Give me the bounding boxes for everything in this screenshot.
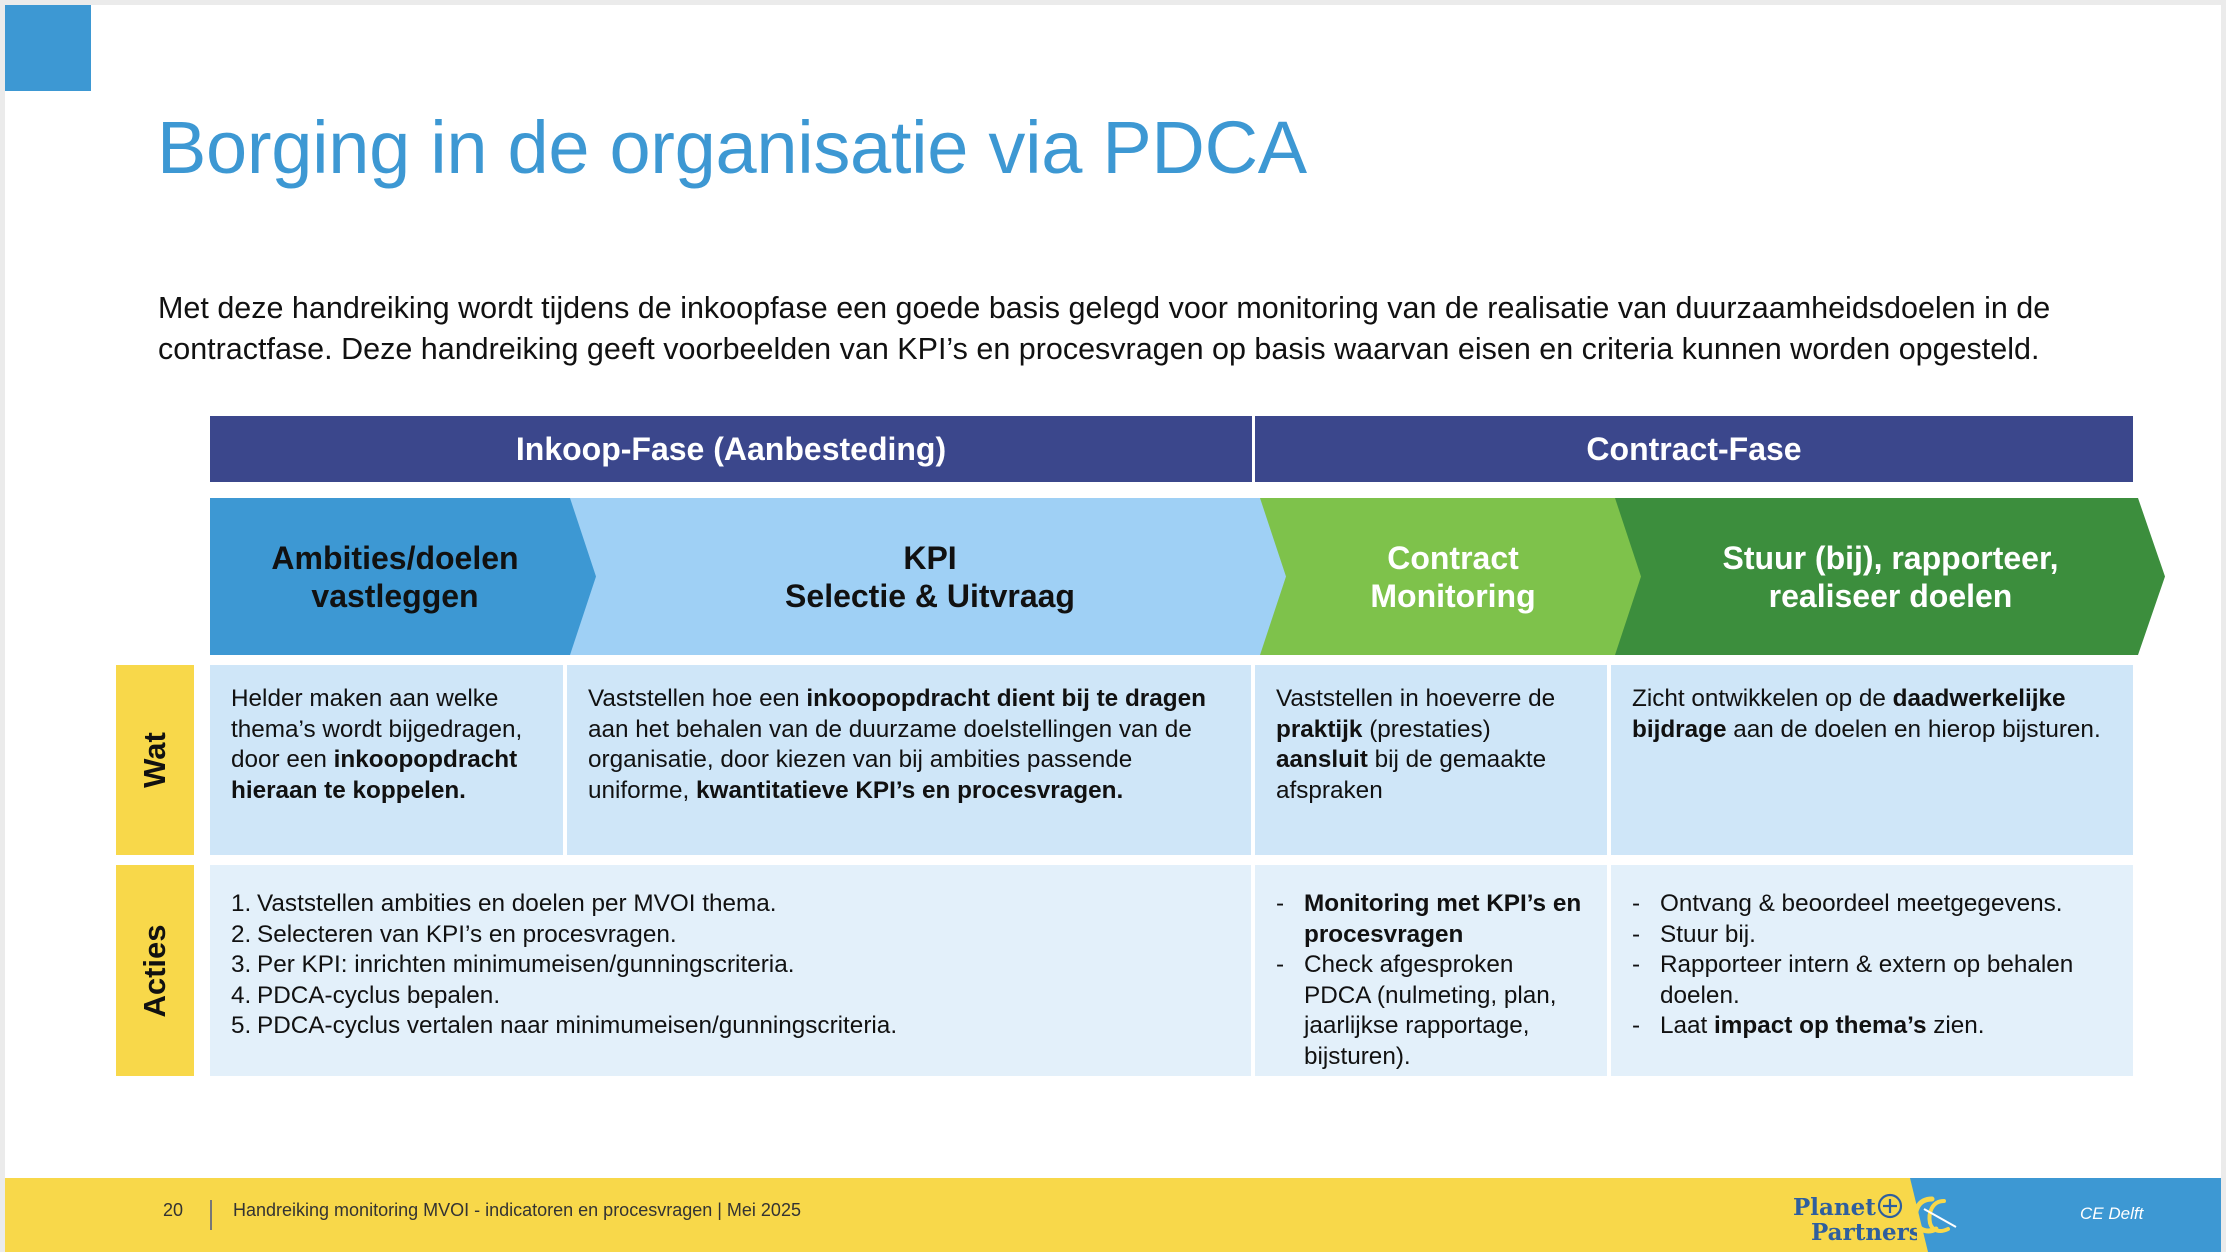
cell-text-bold: aansluit: [1276, 746, 1368, 773]
corner-accent: [5, 5, 91, 91]
list-text: Rapporteer intern & extern op behalen doelen.: [1660, 951, 2074, 1009]
list-number: 1.: [231, 890, 252, 917]
cell-text-bold: inkoopopdracht hieraan te koppelen.: [231, 746, 518, 804]
cell-text-bold: inkoopopdracht dient bij te dragen: [806, 685, 1206, 712]
footer-text: Handreiking monitoring MVOI - indicatoren en procesvragen | Mei 2025: [233, 1200, 801, 1220]
footer: [5, 1178, 2221, 1252]
list-text: PDCA-cyclus bepalen.: [257, 981, 501, 1009]
list-dash: -: [1276, 890, 1285, 917]
list-text: Check afgesproken PDCA (nulmeting, plan, jaarlijkse rapportage, bijsturen).: [1304, 951, 1557, 1070]
phase-header-contract: [1255, 416, 2133, 482]
acties-cell-contract-monitoring: [1255, 865, 1607, 1076]
acties-numbered-list: [231, 889, 1230, 1042]
phase-inkoop-label: Inkoop-Fase (Aanbesteding): [515, 430, 947, 467]
list-item: [1632, 950, 2112, 1011]
acties-monitoring-list: [1276, 889, 1586, 1072]
cell-text: Vaststellen hoe een: [588, 685, 807, 712]
list-item: [1632, 920, 2112, 951]
logo-line-2: Partners: [1811, 1219, 1917, 1246]
step-ambities: [210, 498, 600, 655]
step-ambities-label: Ambities/doelen vastleggen: [271, 539, 519, 614]
list-dash: -: [1276, 951, 1285, 978]
list-number: 5.: [231, 1012, 252, 1039]
planet-partners-logo: [1787, 1188, 1917, 1246]
step-stuur: [1615, 498, 2165, 655]
list-text: Per KPI: inrichten minimumeisen/gunningscriteria.: [257, 951, 795, 978]
list-number: 3.: [231, 951, 252, 978]
row-label-wat: [116, 665, 194, 855]
cell-text: (prestaties): [1362, 715, 1491, 743]
list-dash: -: [1632, 890, 1641, 917]
acties-cell-inkoop: [210, 865, 1251, 1076]
row-label-wat-text: Wat: [137, 732, 172, 788]
wat-cell-contract-monitoring: [1255, 665, 1607, 855]
list-dash: -: [1632, 920, 1641, 948]
row-label-acties-text: Acties: [137, 923, 172, 1018]
list-text: Selecteren van KPI’s en procesvragen.: [257, 920, 677, 948]
cell-text: Vaststellen in hoeverre de: [1276, 685, 1556, 712]
list-item: [1276, 950, 1586, 1072]
logo-line-1: Planet: [1793, 1194, 1876, 1221]
row-label-acties: [116, 865, 194, 1076]
wat-cell-kpi: [567, 665, 1251, 855]
list-item: [231, 920, 1230, 951]
list-item: [1276, 889, 1586, 950]
phase-header-inkoop: [210, 416, 1252, 482]
intro-text: Met deze handreiking wordt tijdens de inkoopfase een goede basis gelegd voor monitoring van de realisatie van duurzaamheidsdoelen in de contractfase. Deze handreiking geeft voorbeelden van KPI’s en procesvragen op basis waarvan eisen en criteria kunnen worden opgesteld.: [158, 291, 2051, 366]
cell-text-bold: kwantitatieve KPI’s en procesvragen.: [696, 776, 1124, 804]
list-text-bold: Monitoring met KPI’s en procesvragen: [1304, 890, 1582, 948]
phase-contract-label: Contract-Fase: [1586, 430, 1802, 467]
list-item: [1632, 889, 2112, 920]
step-contract-monitoring: [1260, 498, 1645, 655]
cell-text-bold: daadwerkelijke bijdrage: [1632, 685, 2066, 743]
list-item: [231, 1011, 1230, 1042]
cell-text: aan het behalen van de duurzame doelstellingen van de organisatie, door kiezen van bij ambities passende uniforme,: [588, 715, 1192, 804]
list-number: 4.: [231, 981, 252, 1009]
step-stuur-label: Stuur (bij), rapporteer, realiseer doelen: [1722, 539, 2059, 614]
list-number: 2.: [231, 920, 252, 948]
ce-delft-logo-icon: [1910, 1178, 1970, 1252]
acties-sturing-list: [1632, 889, 2112, 1042]
step-kpi: [570, 498, 1290, 655]
list-dash: -: [1632, 951, 1641, 978]
cell-text: aan de doelen en hierop bijsturen.: [1726, 715, 2101, 743]
slide: [5, 5, 2221, 1252]
footer-divider: [210, 1200, 212, 1230]
ce-delft-logo-text: CE Delft: [2080, 1204, 2144, 1223]
list-text-pre: Laat: [1660, 1012, 1715, 1039]
list-item: [231, 889, 1230, 920]
list-text: PDCA-cyclus vertalen naar minimumeisen/gunningscriteria.: [257, 1012, 898, 1039]
list-text: Stuur bij.: [1660, 920, 1756, 948]
slide-title: Borging in de organisatie via PDCA: [157, 106, 1307, 189]
list-text: Ontvang & beoordeel meetgegevens.: [1660, 890, 2063, 917]
cell-text-bold: praktijk: [1276, 715, 1363, 743]
page-number: 20: [163, 1200, 184, 1220]
wat-cell-stuur: [1611, 665, 2133, 855]
list-item: [231, 950, 1230, 981]
ce-delft-panel: [1910, 1178, 2221, 1252]
list-item: [1632, 1011, 2112, 1042]
step-kpi-label: KPI Selectie & Uitvraag: [785, 539, 1075, 614]
cell-text: bij de gemaakte afspraken: [1276, 746, 1547, 804]
list-item: [231, 981, 1230, 1012]
step-contract-monitoring-label: Contract Monitoring: [1370, 539, 1536, 614]
cell-text: Zicht ontwikkelen op de: [1632, 685, 1893, 712]
list-dash: -: [1632, 1012, 1641, 1039]
cell-text: Helder maken aan welke thema’s wordt bijgedragen, door een: [231, 685, 523, 773]
wat-cell-ambities: [210, 665, 563, 855]
list-text-bold: impact op thema’s: [1714, 1012, 1927, 1039]
list-text-post: zien.: [1926, 1012, 1985, 1039]
list-text: [1660, 1011, 1985, 1042]
list-text: Vaststellen ambities en doelen per MVOI thema.: [257, 890, 777, 917]
planet-partners-logo-graphic: [1787, 1188, 1917, 1246]
acties-cell-stuur: [1611, 865, 2133, 1076]
